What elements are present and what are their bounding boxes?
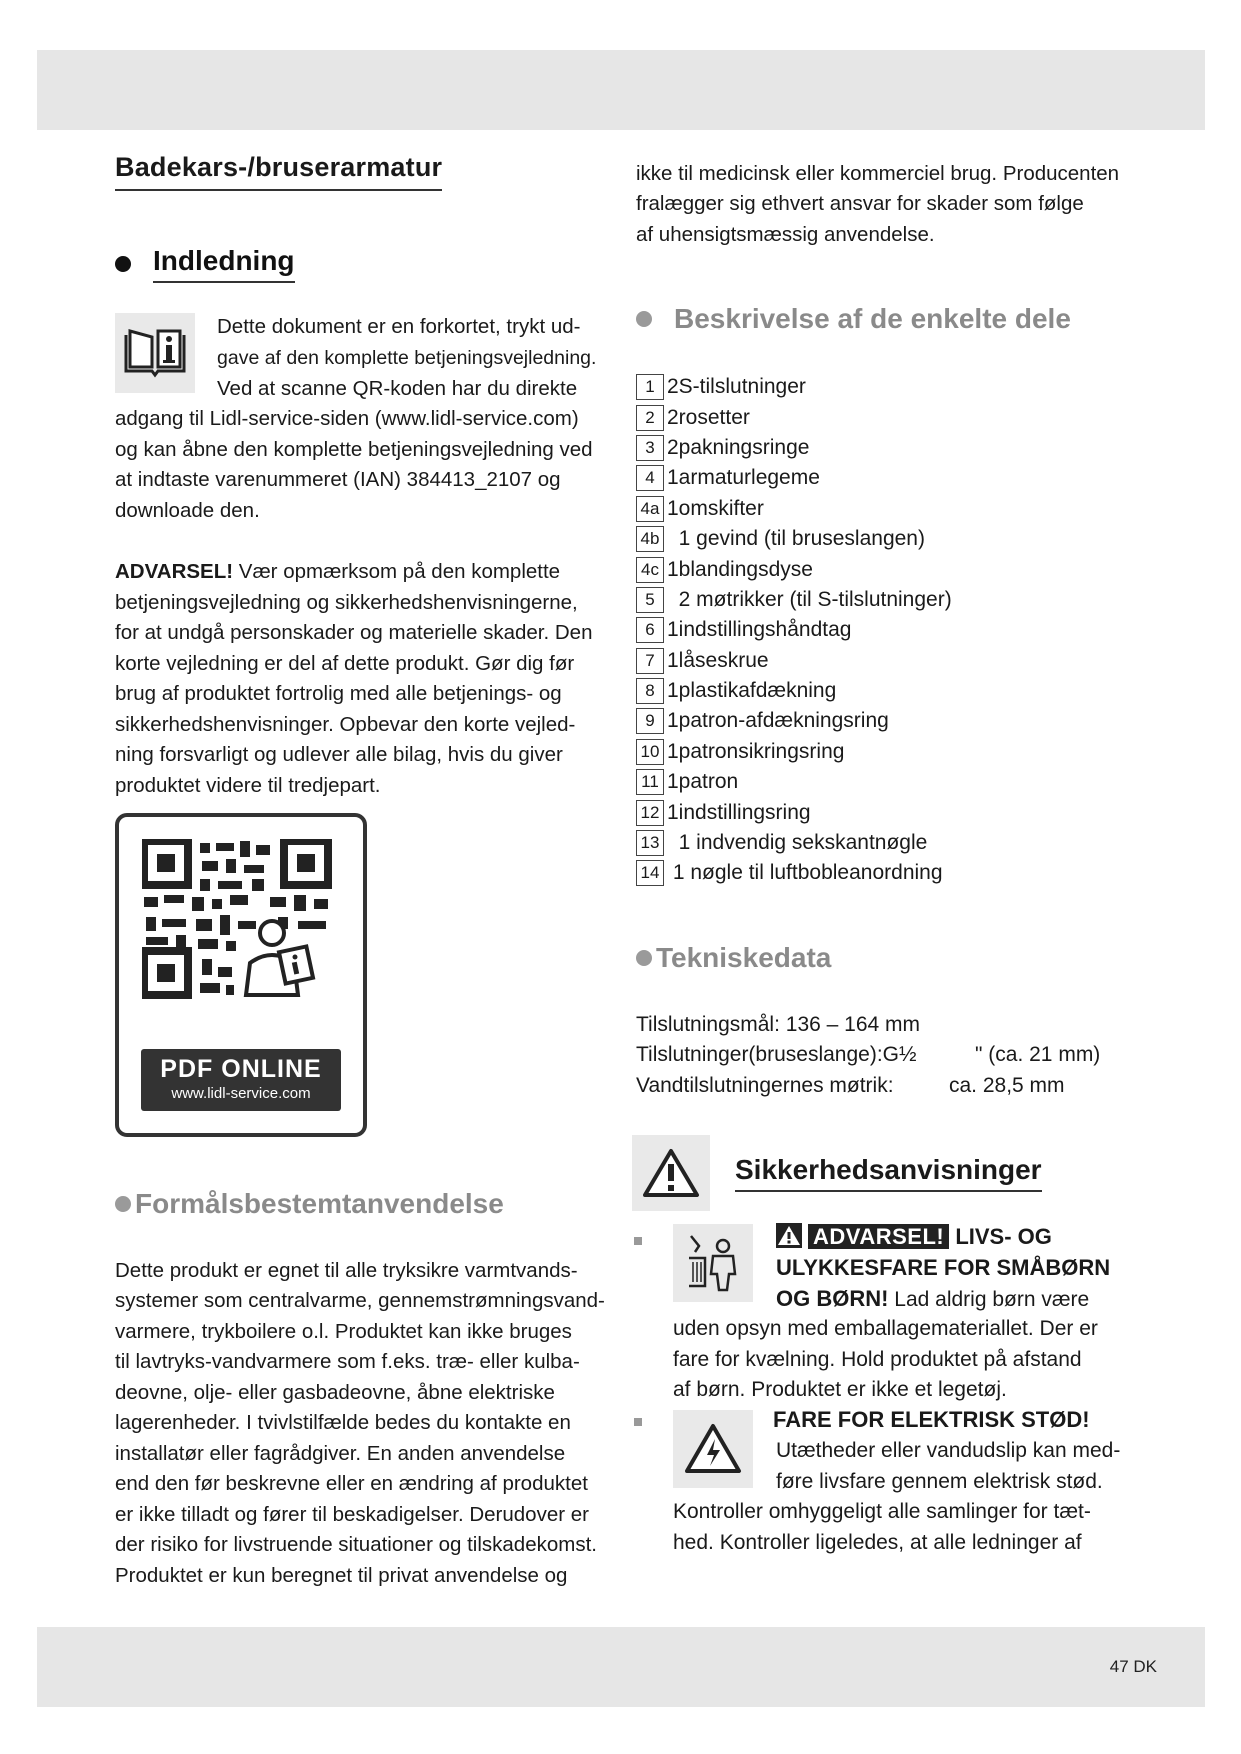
part-text: 2rosetter xyxy=(667,405,750,429)
tech-label: Tilslutninger(bruseslange):G½ xyxy=(636,1043,917,1066)
part-number: 1 xyxy=(636,374,664,400)
safety-heading: Sikkerhedsanvisninger xyxy=(735,1154,1042,1192)
intended-use-line: systemer som centralvarme, gennemstrømningsvand- xyxy=(115,1289,605,1312)
warning-paragraph-line: korte vejledning er del af dette produkt. Gør dig før xyxy=(115,652,575,675)
part-item xyxy=(636,646,952,676)
part-number: 4c xyxy=(636,557,664,583)
warning-paragraph-line: produktet videre til tredjepart. xyxy=(115,774,381,797)
intended-use-line: der risiko for livstruende situationer og tilskadekomst. xyxy=(115,1533,597,1556)
part-number: 8 xyxy=(636,678,664,704)
part-item xyxy=(636,706,952,736)
part-item xyxy=(636,585,952,615)
part-text: 2 møtrikker (til S-tilslutninger) xyxy=(667,587,952,611)
part-text: 1patronsikringsring xyxy=(667,739,845,763)
intended-use-line: lagerenheder. I tvivlstilfælde bedes du kontakte en xyxy=(115,1411,571,1434)
warning-paragraph-line: ADVARSEL! Vær opmærksom på den komplette xyxy=(115,560,561,583)
intended-use-line: varmere, trykboilere o.l. Produktet kan ikke bruges xyxy=(115,1320,572,1343)
intro-line: at indtaste varenummeret (IAN) 384413_2107 og xyxy=(115,468,561,491)
pdf-online-url: www.lidl-service.com xyxy=(171,1085,311,1102)
part-text: 1patron xyxy=(667,770,739,794)
pdf-online-banner xyxy=(141,1049,341,1111)
tech-label: Tilslutningsmål: 136 – 164 mm xyxy=(636,1013,921,1036)
tech-value: ca. 28,5 mm xyxy=(949,1074,1065,1097)
intended-use-line: Dette produkt er egnet til alle tryksikre varmtvands- xyxy=(115,1259,578,1282)
part-text: 1plastikafdækning xyxy=(667,679,837,703)
part-number: 14 xyxy=(636,860,664,886)
intended-use-line: end den før beskrevne eller en ændring af produktet xyxy=(115,1472,588,1495)
qr-code-icon xyxy=(142,839,332,999)
qr-code-panel[interactable] xyxy=(115,813,367,1137)
tech-label: Vandtilslutningernes møtrik: xyxy=(636,1074,894,1097)
part-text: 1 gevind (til bruseslangen) xyxy=(667,527,925,551)
part-text: 1 indvendig sekskantnøgle xyxy=(667,831,928,855)
part-item xyxy=(636,858,952,888)
intended-use-line: af uhensigtsmæssig anvendelse. xyxy=(636,223,935,246)
intended-use-heading: Formålsbestemtanvendelse xyxy=(115,1188,504,1220)
document-title: Badekars-/bruserarmatur xyxy=(115,152,442,191)
intended-use-line: deovne, olje- eller gasbadeovne, åbne elektriske xyxy=(115,1381,555,1404)
bullet-dot xyxy=(115,1196,131,1212)
part-item xyxy=(636,676,952,706)
part-text: 1armaturlegeme xyxy=(667,466,820,490)
part-item xyxy=(636,828,952,858)
tech-row-water-nut xyxy=(636,1074,1065,1098)
part-number: 2 xyxy=(636,405,664,431)
part-number: 3 xyxy=(636,435,664,461)
part-item xyxy=(636,402,952,432)
footer-band xyxy=(37,1627,1205,1707)
warning-paragraph-line: betjeningsvejledning og sikkerhedshenvisningerne, xyxy=(115,591,578,614)
warning-paragraph-line: for at undgå personskader og materielle skader. Den xyxy=(115,621,593,644)
part-text: 1låseskrue xyxy=(667,648,769,672)
child-hazard-text-line: OG BØRN! Lad aldrig børn være xyxy=(776,1286,1090,1311)
advarsel-badge: ADVARSEL! xyxy=(808,1224,949,1249)
intro-line: Dette dokument er en forkortet, trykt ud- xyxy=(217,315,581,338)
part-number: 4a xyxy=(636,496,664,522)
child-hazard-text-line: uden opsyn med emballagemateriallet. Der er xyxy=(673,1317,1098,1340)
part-number: 9 xyxy=(636,708,664,734)
electric-shock-title: FARE FOR ELEKTRISK STØD! xyxy=(773,1407,1090,1432)
warning-label: ADVARSEL! xyxy=(115,560,234,583)
electric-shock-text-line: føre livsfare gennem elektrisk stød. xyxy=(776,1470,1103,1493)
page-number: 47 DK xyxy=(1109,1657,1157,1676)
part-text: 2S-tilslutninger xyxy=(667,375,806,399)
warning-paragraph-line: ning forsvarligt og udlever alle bilag, hvis du giver xyxy=(115,743,563,766)
part-item xyxy=(636,554,952,584)
bullet-square xyxy=(634,1418,642,1426)
intended-use-line: ikke til medicinsk eller kommerciel brug. Producenten xyxy=(636,162,1120,185)
part-text: 2pakningsringe xyxy=(667,435,810,459)
part-item xyxy=(636,615,952,645)
part-number: 4b xyxy=(636,526,664,552)
intro-line: downloade den. xyxy=(115,499,260,522)
child-hazard-text-line: af børn. Produktet er ikke et legetøj. xyxy=(673,1378,1007,1401)
part-number: 11 xyxy=(636,769,664,795)
part-item xyxy=(636,767,952,797)
child-hazard-title-line: ADVARSEL! LIVS- OG xyxy=(776,1222,1052,1253)
part-text: 1indstillingsring xyxy=(667,800,811,824)
warning-paragraph-line: sikkerhedshenvisninger. Opbevar den korte vejled- xyxy=(115,713,576,736)
part-text: 1patron-afdækningsring xyxy=(667,709,889,733)
intended-use-line: Produktet er kun beregnet til privat anvendelse og xyxy=(115,1564,568,1587)
child-hazard-icon xyxy=(673,1224,753,1302)
pdf-online-label: PDF ONLINE xyxy=(160,1055,322,1083)
part-number: 10 xyxy=(636,739,664,765)
tech-heading: Tekniskedata xyxy=(636,942,831,974)
warning-triangle-icon xyxy=(632,1135,710,1211)
tech-value: " (ca. 21 mm) xyxy=(975,1043,1101,1066)
part-number: 13 xyxy=(636,830,664,856)
warning-badge-icon xyxy=(776,1223,802,1248)
part-text: 1 nøgle til luftbobleanordning xyxy=(667,861,943,885)
intro-heading: Indledning xyxy=(115,245,295,283)
child-hazard-title-line: ULYKKESFARE FOR SMÅBØRN xyxy=(776,1255,1111,1280)
part-text: 1blandingsdyse xyxy=(667,557,813,581)
intended-use-line: til lavtryks-vandvarmere som f.eks. træ- eller kulba- xyxy=(115,1350,580,1373)
bullet-dot xyxy=(636,950,652,966)
part-number: 12 xyxy=(636,800,664,826)
tech-row-connection-size xyxy=(636,1013,920,1037)
intended-use-line: fralægger sig ethvert ansvar for skader som følge xyxy=(636,192,1084,215)
intro-line: Ved at scanne QR-koden har du direkte xyxy=(217,377,578,400)
bullet-dot xyxy=(115,256,131,272)
electric-shock-text-line: Utætheder eller vandudslip kan med- xyxy=(776,1439,1121,1462)
part-text: 1indstillingshåndtag xyxy=(667,618,852,642)
part-item xyxy=(636,524,952,554)
part-text: 1omskifter xyxy=(667,496,764,520)
child-hazard-text-line: fare for kvælning. Hold produktet på afstand xyxy=(673,1348,1082,1371)
part-number: 6 xyxy=(636,617,664,643)
part-item xyxy=(636,494,952,524)
intended-use-line: er ikke tilladt og fører til beskadigelser. Derudover er xyxy=(115,1503,589,1526)
intro-line: adgang til Lidl-service-siden (www.lidl-service.com) xyxy=(115,407,579,430)
electric-shock-text-line: Kontroller omhyggeligt alle samlinger for tæt- xyxy=(673,1500,1091,1523)
part-number: 4 xyxy=(636,465,664,491)
parts-heading: Beskrivelse af de enkelte dele xyxy=(636,303,1071,335)
part-item xyxy=(636,737,952,767)
electric-shock-text-line: hed. Kontroller ligeledes, at alle ledninger af xyxy=(673,1531,1082,1554)
intro-line: gave af den komplette betjeningsvejledning. xyxy=(217,347,597,369)
book-info-icon xyxy=(115,313,195,393)
parts-list xyxy=(636,372,952,889)
warning-paragraph-line: brug af produktet fortrolig med alle betjenings- og xyxy=(115,682,562,705)
bullet-square xyxy=(634,1237,642,1245)
part-number: 7 xyxy=(636,648,664,674)
intended-use-line: installatør eller fagrådgiver. En anden anvendelse xyxy=(115,1442,566,1465)
part-number: 5 xyxy=(636,587,664,613)
part-item xyxy=(636,433,952,463)
bullet-dot xyxy=(636,311,652,327)
part-item xyxy=(636,372,952,402)
intro-line: og kan åbne den komplette betjeningsvejledning ved xyxy=(115,438,593,461)
electric-shock-icon xyxy=(673,1410,753,1488)
tech-row-hose-connection xyxy=(636,1043,1101,1067)
part-item xyxy=(636,797,952,827)
part-item xyxy=(636,463,952,493)
header-band xyxy=(37,50,1205,130)
